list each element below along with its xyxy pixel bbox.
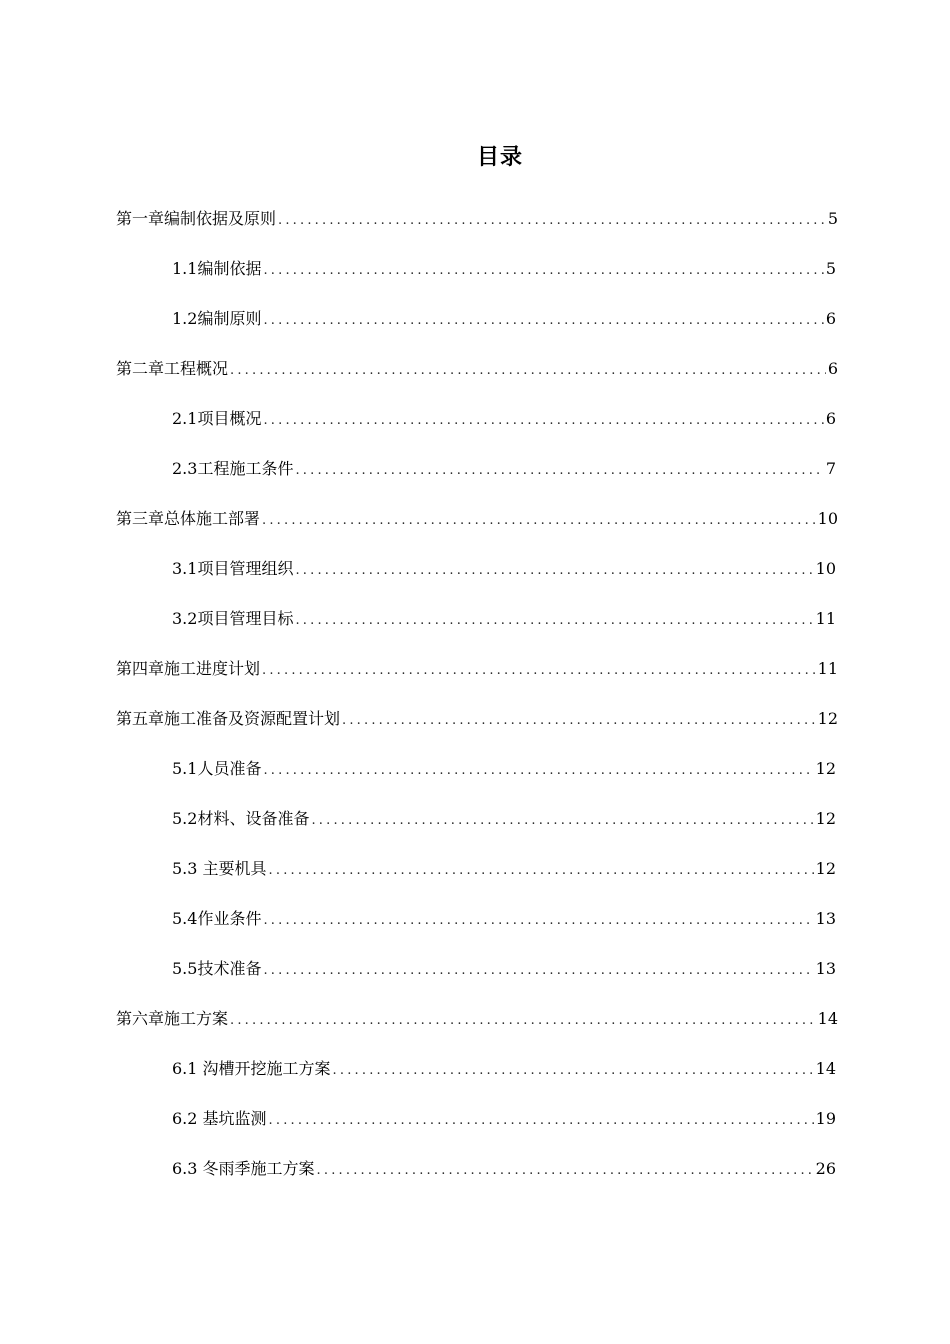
toc-entry-label: 2.1项目概况 (172, 409, 262, 428)
toc-entry-page-number: 13 (815, 959, 836, 978)
toc-dot-leader (269, 857, 814, 885)
toc-dot-leader (263, 757, 813, 785)
toc-dot-leader (295, 557, 813, 585)
toc-entry-page-number: 14 (815, 1059, 836, 1078)
toc-title: 目录 (476, 145, 523, 170)
toc-entry-page-number: 6 (827, 359, 838, 378)
toc-dot-leader (263, 957, 813, 985)
toc-dot-leader (342, 707, 816, 735)
toc-entry-label: 第四章施工进度计划 (116, 659, 261, 678)
toc-entry-label: 第一章编制依据及原则 (116, 209, 277, 228)
toc-entry-label: 3.1项目管理组织 (172, 559, 294, 578)
toc-section-entry[interactable] (172, 455, 836, 483)
toc-entry-label: 5.2材料、设备准备 (172, 809, 310, 828)
toc-dot-leader (263, 907, 813, 935)
toc-chapter-entry[interactable] (116, 205, 838, 233)
toc-entry-page-number: 13 (815, 909, 836, 928)
toc-dot-leader (295, 457, 823, 485)
toc-entry-page-number: 5 (825, 259, 836, 278)
toc-chapter-entry[interactable] (116, 655, 838, 683)
toc-dot-leader (333, 1057, 814, 1085)
toc-entry-label: 5.3 主要机具 (172, 859, 267, 878)
toc-entry-label: 1.1编制依据 (172, 259, 262, 278)
toc-entry-label: 3.2项目管理目标 (172, 609, 294, 628)
toc-section-entry[interactable] (172, 1055, 836, 1083)
toc-entry-label: 5.1人员准备 (172, 759, 262, 778)
toc-entry-page-number: 14 (817, 1009, 838, 1028)
toc-dot-leader (230, 1007, 816, 1035)
toc-entry-label: 6.3 冬雨季施工方案 (172, 1159, 315, 1178)
toc-section-entry[interactable] (172, 1155, 836, 1183)
toc-entry-label: 第三章总体施工部署 (116, 509, 261, 528)
toc-entry-page-number: 6 (825, 409, 836, 428)
toc-dot-leader (263, 257, 823, 285)
toc-entry-label: 5.5技术准备 (172, 959, 262, 978)
toc-section-entry[interactable] (172, 555, 836, 583)
toc-entry-page-number: 12 (817, 709, 838, 728)
toc-entry-page-number: 11 (817, 659, 838, 678)
toc-entry-page-number: 12 (815, 809, 836, 828)
toc-dot-leader (295, 607, 813, 635)
toc-section-entry[interactable] (172, 1105, 836, 1133)
toc-entry-page-number: 12 (815, 759, 836, 778)
toc-entry-page-number: 5 (827, 209, 838, 228)
toc-dot-leader (263, 407, 823, 435)
toc-entry-label: 2.3工程施工条件 (172, 459, 294, 478)
toc-entry-label: 6.1 沟槽开挖施工方案 (172, 1059, 331, 1078)
toc-entry-label: 第五章施工准备及资源配置计划 (116, 709, 341, 728)
toc-dot-leader (262, 657, 816, 685)
toc-chapter-entry[interactable] (116, 1005, 838, 1033)
toc-section-entry[interactable] (172, 855, 836, 883)
toc-section-entry[interactable] (172, 255, 836, 283)
toc-dot-leader (278, 207, 826, 235)
toc-entry-label: 5.4作业条件 (172, 909, 262, 928)
toc-dot-leader (311, 807, 813, 835)
toc-entry-page-number: 12 (815, 859, 836, 878)
toc-entry-label: 6.2 基坑监测 (172, 1109, 267, 1128)
toc-entry-label: 1.2编制原则 (172, 309, 262, 328)
toc-dot-leader (263, 307, 823, 335)
toc-entry-label: 第六章施工方案 (116, 1009, 229, 1028)
toc-dot-leader (262, 507, 816, 535)
toc-chapter-entry[interactable] (116, 705, 838, 733)
toc-chapter-entry[interactable] (116, 355, 838, 383)
toc-section-entry[interactable] (172, 805, 836, 833)
toc-section-entry[interactable] (172, 305, 836, 333)
toc-entry-label: 第二章工程概况 (116, 359, 229, 378)
toc-entry-page-number: 10 (817, 509, 838, 528)
toc-entry-page-number: 6 (825, 309, 836, 328)
toc-entry-page-number: 11 (815, 609, 836, 628)
toc-section-entry[interactable] (172, 905, 836, 933)
toc-section-entry[interactable] (172, 605, 836, 633)
toc-dot-leader (269, 1107, 814, 1135)
toc-entry-page-number: 7 (825, 459, 836, 478)
toc-dot-leader (230, 357, 826, 385)
toc-section-entry[interactable] (172, 755, 836, 783)
toc-entry-page-number: 19 (815, 1109, 836, 1128)
toc-entry-page-number: 10 (815, 559, 836, 578)
toc-dot-leader (317, 1157, 814, 1185)
toc-entry-page-number: 26 (815, 1159, 836, 1178)
toc-section-entry[interactable] (172, 955, 836, 983)
toc-chapter-entry[interactable] (116, 505, 838, 533)
toc-section-entry[interactable] (172, 405, 836, 433)
